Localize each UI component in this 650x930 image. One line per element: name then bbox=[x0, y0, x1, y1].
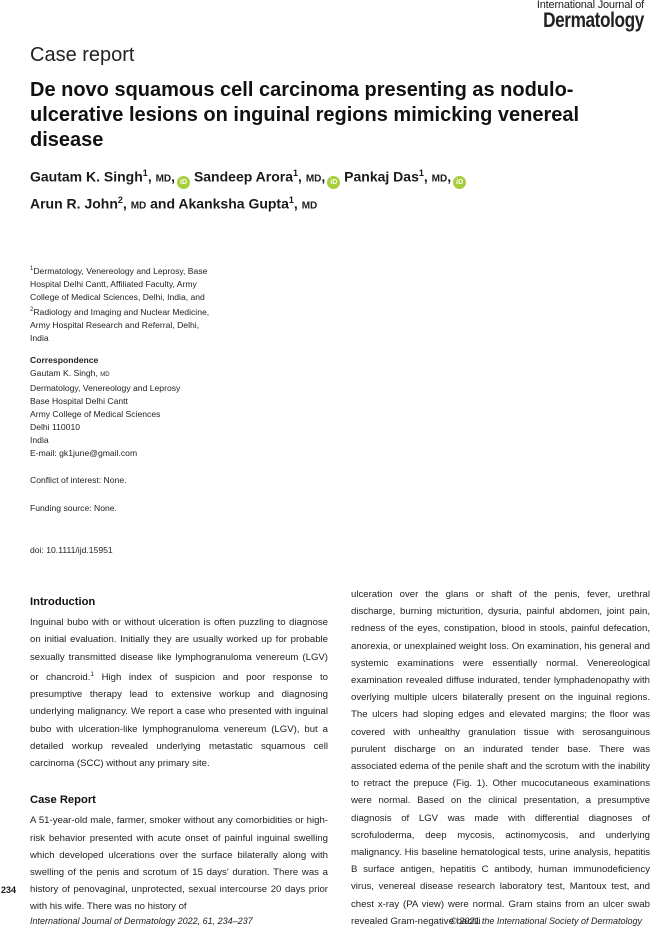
author-affiliation-mark: 1 bbox=[288, 194, 294, 205]
footer-copyright: © 2021 the International Society of Dermatology bbox=[450, 916, 642, 926]
author-affiliation-mark: 2 bbox=[117, 194, 123, 205]
author-affiliation-mark: 1 bbox=[293, 168, 299, 178]
author-degree: MD bbox=[305, 173, 322, 185]
correspondence-block bbox=[30, 354, 230, 460]
affiliation-text: Dermatology, Venereology and Leprosy, Base Hospital Delhi Cantt, Affiliated Faculty, Army College of Medical Sciences, Delhi, India, and bbox=[30, 265, 208, 302]
article-title: De novo squamous cell carcinoma presenting as nodulo-ulcerative lesions on inguinal regions mimicking venereal disease bbox=[30, 79, 580, 151]
correspondence-line: Base Hospital Delhi Cantt bbox=[30, 396, 128, 406]
intro-paragraph bbox=[30, 614, 328, 772]
author-name: Akanksha Gupta bbox=[178, 195, 289, 212]
orcid-icon[interactable]: iD bbox=[453, 176, 466, 189]
author-degree: MD bbox=[130, 200, 147, 212]
correspondence-line: Army College of Medical Sciences bbox=[30, 409, 161, 419]
right-column-paragraph: ulceration over the glans or shaft of the penis, fever, urethral discharge, burning micturition, dysuria, painful abdomen, joint pain, redness of the eyes, constipation, blood in stools, painful defecation, anorexia, or unexplained weight loss. On examination, his general and systemic examinations were essentially normal. Venereological examination revealed diffuse indurated, tender lymphadenopathy with overlying multiple ulcers bilaterally present on the inguinal regions. The ulcers had sloping edges and elevated margins; the floor was covered with unhealthy granulation tissue with serosanguinous purulent discharge on an indurated tender base. There was associated edema of the penile shaft and the scrotum with the inability to retract the prepuce (Fig. 1). Other mucocutaneous examinations were normal. Based on the clinical presentation, a presumptive diagnosis of LGV was made with differential diagnoses of scrofuloderma, deep mycosis, actinomycosis, and underlying malignancy. His baseline hematological tests, urine analysis, hepatitis B surface antigen, hepatitis C antibody, human immunodeficiency virus, venereal disease research laboratory test, Mantoux test, and chest x-ray (PA view) were normal. Gram stains from an ulcer swab revealed Gram-negative bacilli bbox=[351, 589, 650, 927]
orcid-icon[interactable]: iD bbox=[327, 176, 340, 189]
correspondence-degree: MD bbox=[100, 372, 110, 378]
author-affiliation-mark: 1 bbox=[142, 168, 148, 178]
case-paragraph: A 51-year-old male, farmer, smoker without any comorbidities or high-risk behavior presented with acute onset of painful inguinal swelling which developed ulcerations over the surface bilaterally along with swelling of the penis and scrotum of 15 days' duration. There was a history of penovaginal, unprotected, sexual intercourse 20 days prior with his wife. There was no history of bbox=[30, 815, 328, 913]
author-name: Sandeep Arora bbox=[193, 168, 294, 185]
journal-logo-line2: Dermatology bbox=[543, 9, 644, 32]
page-number: 234 bbox=[1, 885, 17, 895]
orcid-icon[interactable]: iD bbox=[177, 176, 190, 189]
journal-logo bbox=[521, 0, 644, 31]
doi-link[interactable]: doi: 10.1111/ijd.15951 bbox=[30, 545, 113, 555]
correspondence-heading: Correspondence bbox=[30, 355, 99, 365]
funding-source: Funding source: None. bbox=[30, 503, 117, 513]
author-name: Pankaj Das bbox=[344, 168, 419, 185]
section-heading-introduction: Introduction bbox=[30, 596, 96, 608]
journal-logo-line1: International Journal of bbox=[536, 0, 644, 11]
affiliation-text: Radiology and Imaging and Nuclear Medicine, Army Hospital Research and Referral, Delhi, India bbox=[30, 306, 210, 343]
author-list: Gautam K. Singh$^1$, MD, iD Sandeep Arora$^1$, MD, iD Pankaj Das$^1$, MD, iD Arun R. John$^2$, MD and Akanksha Gupta$^1$, MD bbox=[30, 163, 630, 216]
correspondence-line: Delhi 110010 bbox=[30, 422, 81, 432]
author-name: Gautam K. Singh bbox=[30, 168, 143, 185]
article-type: Case report bbox=[30, 44, 135, 66]
affiliations bbox=[30, 263, 212, 345]
affiliation-mark: 1 bbox=[30, 266, 34, 272]
correspondence-line: Dermatology, Venereology and Leprosy bbox=[30, 383, 181, 393]
footer-citation: International Journal of Dermatology 2022, 61, 234–237 bbox=[30, 916, 253, 926]
intro-text: Inguinal bubo with or without ulceration is often puzzling to diagnose on initial evaluation. Initially they are usually worked up for probable sexually transmitted disease like lymphogranuloma venereum (LGV) or chancroid. bbox=[30, 617, 328, 683]
reference-mark[interactable]: 1 bbox=[90, 670, 94, 678]
right-column bbox=[351, 586, 650, 930]
conflict-of-interest: Conflict of interest: None. bbox=[30, 475, 127, 485]
affiliation-mark: 2 bbox=[30, 306, 34, 313]
correspondence-email[interactable]: E-mail: gk1june@gmail.com bbox=[30, 448, 138, 458]
left-column bbox=[30, 594, 328, 916]
correspondence-line: India bbox=[30, 435, 49, 445]
author-affiliation-mark: 1 bbox=[418, 168, 424, 178]
intro-text: High index of suspicion and poor response to presumptive therapy lead to extensive workup and diagnosing underlying malignancy. We report a case who presented with inguinal bubo with ulceration-like lymphogranuloma venereum (LGV), but a detailed workup revealed underlying metastatic squamous cell carcinoma (SCC) without any primary site. bbox=[30, 672, 328, 770]
author-degree: MD bbox=[301, 200, 318, 212]
author-degree: MD bbox=[155, 173, 172, 185]
correspondence-name: Gautam K. Singh, bbox=[30, 368, 98, 378]
author-degree: MD bbox=[431, 173, 448, 185]
section-heading-case-report: Case Report bbox=[30, 794, 96, 807]
author-name: Arun R. John bbox=[30, 195, 118, 212]
